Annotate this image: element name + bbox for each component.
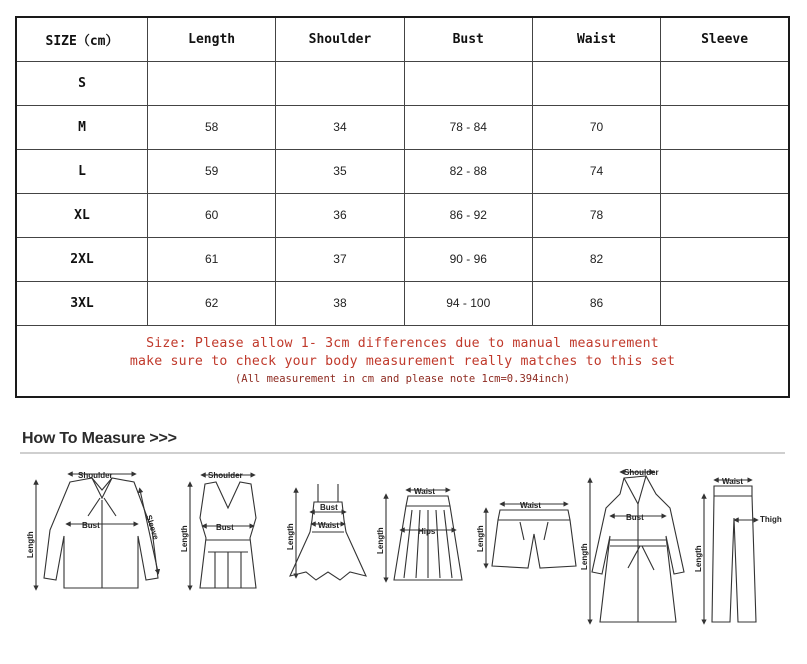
label-length: Length: [476, 525, 485, 552]
size-cell: 2XL: [16, 237, 148, 281]
label-length: Length: [26, 531, 35, 558]
sleeve-cell: [661, 61, 789, 105]
trousers-icon: [704, 480, 756, 622]
shoulder-cell: 34: [276, 105, 404, 149]
label-waist: Waist: [318, 521, 340, 530]
sleeve-cell: [661, 281, 789, 325]
length-cell: 62: [148, 281, 276, 325]
shoulder-cell: [276, 61, 404, 105]
label-waist: Waist: [722, 477, 744, 486]
note-line-2: make sure to check your body measurement really matches to this set: [129, 353, 676, 369]
table-row: [16, 281, 789, 325]
waist-cell: 74: [532, 149, 660, 193]
label-shoulder: Shoulder: [624, 468, 659, 477]
size-cell: S: [16, 61, 148, 105]
bust-cell: 86 - 92: [404, 193, 532, 237]
length-cell: 60: [148, 193, 276, 237]
shorts-icon: [486, 504, 576, 568]
label-shoulder: Shoulder: [78, 471, 113, 480]
shoulder-cell: 38: [276, 281, 404, 325]
label-length: Length: [376, 527, 385, 554]
waist-cell: 78: [532, 193, 660, 237]
waist-cell: [532, 61, 660, 105]
header-size: SIZE（cm）: [16, 17, 148, 61]
header-sleeve: Sleeve: [661, 17, 789, 61]
label-bust: Bust: [320, 503, 338, 512]
sleeve-cell: [661, 105, 789, 149]
trench-coat-icon: [590, 472, 684, 622]
length-cell: 59: [148, 149, 276, 193]
bust-cell: 78 - 84: [404, 105, 532, 149]
waist-cell: 70: [532, 105, 660, 149]
waist-cell: 86: [532, 281, 660, 325]
bust-cell: 90 - 96: [404, 237, 532, 281]
length-cell: 61: [148, 237, 276, 281]
length-cell: 58: [148, 105, 276, 149]
bust-cell: 94 - 100: [404, 281, 532, 325]
label-waist: Waist: [520, 501, 542, 510]
note-line-1: Size: Please allow 1- 3cm differences due to manual measurement: [146, 335, 659, 351]
note-row: [16, 325, 789, 397]
label-length: Length: [180, 525, 189, 552]
size-cell: XL: [16, 193, 148, 237]
bust-cell: 82 - 88: [404, 149, 532, 193]
header-length: Length: [148, 17, 276, 61]
label-length: Length: [580, 543, 589, 570]
size-cell: M: [16, 105, 148, 149]
how-to-measure-title: How To Measure >>>: [22, 430, 177, 447]
shoulder-cell: 37: [276, 237, 404, 281]
label-bust: Bust: [626, 513, 644, 522]
table-row: [16, 193, 789, 237]
label-sleeve: Sleeve: [144, 513, 161, 541]
table-row: [16, 105, 789, 149]
header-shoulder: Shoulder: [276, 17, 404, 61]
divider: [20, 452, 785, 454]
label-shoulder: Shoulder: [208, 471, 243, 480]
length-cell: [148, 61, 276, 105]
size-cell: 3XL: [16, 281, 148, 325]
label-hips: Hips: [418, 527, 436, 536]
label-bust: Bust: [82, 521, 100, 530]
sleeve-cell: [661, 193, 789, 237]
garment-measurement-illustrations: [0, 460, 807, 660]
table-row: [16, 149, 789, 193]
bust-cell: [404, 61, 532, 105]
slip-dress-icon: [290, 484, 366, 580]
label-thigh: Thigh: [760, 515, 782, 524]
header-waist: Waist: [532, 17, 660, 61]
size-cell: L: [16, 149, 148, 193]
sleeve-cell: [661, 149, 789, 193]
sleeve-cell: [661, 237, 789, 281]
shoulder-cell: 36: [276, 193, 404, 237]
table-header-row: [16, 17, 789, 61]
table-row: [16, 61, 789, 105]
table-row: [16, 237, 789, 281]
label-waist: Waist: [414, 487, 436, 496]
label-bust: Bust: [216, 523, 234, 532]
label-length: Length: [286, 523, 295, 550]
note-cell: [16, 325, 789, 397]
label-length: Length: [694, 545, 703, 572]
waist-cell: 82: [532, 237, 660, 281]
blouse-icon: [36, 474, 158, 588]
header-bust: Bust: [404, 17, 532, 61]
shoulder-cell: 35: [276, 149, 404, 193]
note-line-3: (All measurement in cm and please note 1cm=0.394inch): [234, 372, 571, 385]
size-chart-table: [15, 16, 790, 398]
